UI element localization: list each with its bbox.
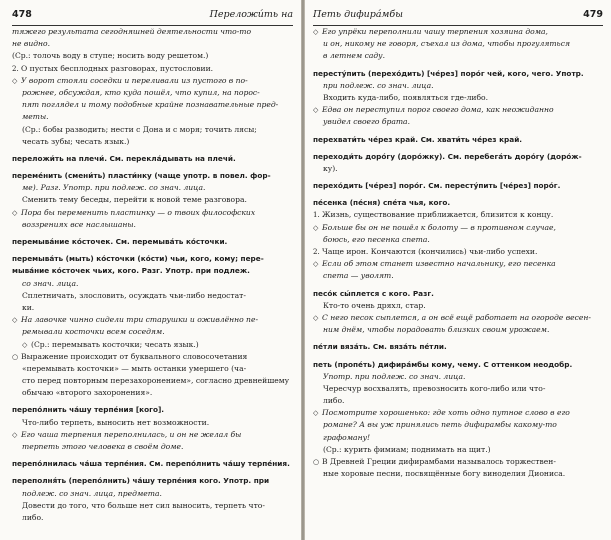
line-text: перепо́лнить ча́шу терпе́ния [кого]. bbox=[12, 405, 165, 415]
line-text: (Ср.: курить фимиам; поднимать на щит.) bbox=[323, 444, 491, 454]
line-text: ним днём, чтобы порадовать близких своим урожаем. bbox=[323, 325, 550, 335]
text-line bbox=[313, 371, 603, 383]
entry-headword-line bbox=[12, 475, 293, 487]
text-line bbox=[12, 182, 293, 194]
line-text: графоману! bbox=[323, 432, 371, 442]
left-page-header bbox=[12, 0, 293, 26]
line-text: Что-либо терпеть, выносить нет возможности. bbox=[22, 417, 210, 427]
line-text: и он, никому не говоря, съехал из дома, чтобы прогуляться bbox=[323, 39, 570, 49]
line-text: тяжего результата сегодняшней деятельности что-то bbox=[12, 27, 252, 36]
line-text: Посмотрите хорошенько: где хоть одно путное слово в его bbox=[322, 408, 570, 418]
line-text: (Ср.: перемывать косточки; чесать язык.) bbox=[31, 339, 199, 349]
text-line bbox=[12, 207, 293, 219]
line-text: (Ср.: бобы разводить; нести с Дона и с моря; точить лясы; bbox=[22, 124, 257, 134]
text-line bbox=[12, 99, 293, 111]
text-line bbox=[313, 50, 603, 62]
entry-headword-line bbox=[313, 134, 603, 146]
text-line bbox=[313, 246, 603, 258]
line-text: (Ср.: толочь воду в ступе; носить воду решетом.) bbox=[12, 51, 209, 61]
text-line bbox=[12, 488, 293, 500]
line-marker: ◇ bbox=[313, 28, 319, 36]
line-text: ные хоровые песни, посвящённые богу виноделия Диониса. bbox=[323, 469, 566, 479]
line-text: О пустых бесплодных разговорах, пустословии. bbox=[21, 63, 214, 73]
line-text: мыва́ние ко́сточек чьих, кого. Разг. Употр. при подлеж. bbox=[12, 266, 250, 276]
line-marker: ◇ bbox=[12, 208, 18, 217]
text-line bbox=[12, 111, 293, 123]
entry-headword-line bbox=[313, 341, 603, 353]
right-page bbox=[305, 0, 611, 540]
line-text: терпеть этого человека в своём доме. bbox=[22, 442, 184, 451]
line-marker: ◇ bbox=[313, 313, 319, 322]
text-line bbox=[12, 500, 293, 512]
text-line bbox=[12, 429, 293, 441]
line-text: не видно. bbox=[12, 39, 51, 49]
line-text: «перемывать косточки» — мыть останки умершего (ча- bbox=[22, 363, 247, 373]
line-marker: ◇ bbox=[12, 76, 18, 85]
text-line bbox=[313, 258, 603, 270]
text-line bbox=[313, 383, 603, 395]
text-line bbox=[313, 163, 603, 175]
line-text: рожнее, обсуждая, кто куда пошёл, что купил, на порос- bbox=[22, 87, 260, 97]
entry-headword-line bbox=[12, 458, 293, 470]
line-text: боюсь, его песенка спета. bbox=[323, 234, 430, 244]
line-marker: ◇ bbox=[22, 340, 28, 349]
line-text: Жизнь, существование приближается, близится к концу. bbox=[322, 210, 554, 220]
line-text: ку). bbox=[323, 163, 338, 173]
text-line bbox=[12, 417, 293, 429]
text-line bbox=[12, 339, 293, 351]
line-text: переполня́ть (перепо́лнить) ча́шу терпе́ния кого. Употр. при bbox=[12, 476, 270, 486]
text-line bbox=[12, 219, 293, 231]
text-line bbox=[313, 432, 603, 444]
text-line bbox=[12, 375, 293, 387]
text-line bbox=[313, 456, 603, 468]
entry-headword-line bbox=[313, 151, 603, 163]
line-text: Чересчур восхвалять, превозносить кого-либо или что- bbox=[323, 383, 546, 393]
entry-headword-line bbox=[12, 253, 293, 265]
text-line bbox=[12, 63, 293, 75]
line-text: романе? А вы уж принялись петь дифирамбы какому-то bbox=[323, 420, 557, 430]
line-text: перемыва́ние ко́сточек. См. перемыва́ть ко́сточки. bbox=[12, 237, 228, 246]
line-text: либо. bbox=[22, 512, 44, 522]
line-text: петь (пропе́ть) дифира́мбы кому, чему. С оттенком неодобр. bbox=[313, 359, 573, 369]
line-text: со знач. лица. bbox=[22, 278, 79, 288]
text-line bbox=[313, 38, 603, 50]
line-marker: ◇ bbox=[12, 430, 18, 439]
line-text: пят поглядел и тому подобные крайне познавательные пред- bbox=[22, 100, 279, 110]
text-line bbox=[12, 87, 293, 99]
line-text: подлеж. со знач. лица, предмета. bbox=[22, 488, 162, 498]
line-text: Употр. при подлеж. со знач. лица. bbox=[323, 371, 466, 381]
line-text: Сменить тему беседы, перейти к новой теме разговора. bbox=[22, 195, 247, 205]
entry-headword-line bbox=[12, 236, 293, 248]
line-marker: ○ bbox=[12, 352, 19, 361]
line-text: пересту́пить (перехо́дить) [че́рез] поро́г чей, кого, чего. Употр. bbox=[313, 68, 584, 78]
text-line bbox=[12, 326, 293, 338]
text-line bbox=[313, 407, 603, 419]
line-text: при подлеж. со знач. лица. bbox=[323, 80, 434, 90]
text-line bbox=[12, 136, 293, 148]
entry-headword-line bbox=[12, 265, 293, 277]
line-text: Сплетничать, злословить, осуждать чьи-либо недостат- bbox=[22, 290, 246, 300]
line-text: чесать зубы; чесать язык.) bbox=[22, 136, 130, 146]
line-marker: ○ bbox=[313, 458, 320, 466]
text-line bbox=[12, 314, 293, 326]
line-text: В Древней Греции дифирамбами называлось торжествен- bbox=[322, 457, 556, 466]
line-marker: ◇ bbox=[313, 106, 319, 115]
text-line bbox=[313, 468, 603, 480]
line-text: Довести до того, что больше нет сил выносить, терпеть что- bbox=[22, 500, 265, 510]
text-line bbox=[313, 116, 603, 128]
text-line bbox=[313, 234, 603, 246]
entry-headword-line bbox=[12, 153, 293, 165]
text-line bbox=[12, 194, 293, 206]
line-text: в летнем саду. bbox=[323, 51, 385, 61]
text-line bbox=[12, 512, 293, 524]
line-text: Чаще ирон. Кончаются (кончились) чьи-либо успехи. bbox=[322, 247, 538, 256]
line-text: ме). Разг. Употр. при подлеж. со знач. лица. bbox=[22, 183, 206, 193]
line-text: перемыва́ть (мыть) ко́сточки (ко́сти) чьи, кого, кому; пере- bbox=[12, 254, 264, 264]
line-text: Входить куда-либо, появляться где-либо. bbox=[323, 92, 489, 102]
line-text: Его упрёки переполнили чашу терпения хозяина дома, bbox=[322, 27, 548, 36]
left-page bbox=[0, 0, 301, 540]
text-line bbox=[12, 26, 293, 38]
line-marker: ◇ bbox=[313, 223, 319, 232]
text-line bbox=[12, 75, 293, 87]
text-line bbox=[12, 278, 293, 290]
line-marker: ◇ bbox=[12, 316, 18, 325]
entry-headword-line bbox=[313, 68, 603, 80]
text-line bbox=[313, 80, 603, 92]
text-line bbox=[313, 395, 603, 407]
text-line bbox=[12, 124, 293, 136]
line-text: сто перед повторным перезахоронением», согласно древнейшему bbox=[22, 376, 290, 386]
line-text: ремывали косточки всем соседям. bbox=[22, 327, 165, 337]
line-text: переложи́ть на плечи́. См. перекла́дывать на плечи́. bbox=[12, 153, 236, 163]
left-running-title: Переложи́ть на bbox=[209, 9, 293, 20]
text-line bbox=[313, 92, 603, 104]
line-text: пе́сенка (пе́сня) спе́та чья, кого. bbox=[313, 198, 451, 208]
line-text: ки. bbox=[22, 302, 35, 312]
right-running-title: Петь дифира́мбы bbox=[313, 9, 403, 20]
line-text: На лавочке чинно сидели три старушки и оживлённо пе- bbox=[21, 315, 259, 325]
text-line bbox=[12, 38, 293, 50]
line-text: Больше бы он не пошёл к болоту — в противном случае, bbox=[322, 222, 556, 232]
entry-headword-line bbox=[12, 170, 293, 182]
text-line bbox=[313, 222, 603, 234]
line-text: Едва он переступил порог своего дома, как неожиданно bbox=[322, 105, 554, 115]
line-text: переме́нить (смени́ть) пласти́нку (чаще употр. в повел. фор- bbox=[12, 171, 271, 181]
line-text: У ворот стояли соседки и переливали из пустого в по- bbox=[21, 75, 248, 85]
right-page-header bbox=[313, 0, 603, 26]
line-text: песо́к сы́плется с кого. Разг. bbox=[313, 288, 434, 298]
text-line bbox=[313, 324, 603, 336]
line-text: обычаю «второго захоронения». bbox=[22, 388, 153, 398]
text-line bbox=[12, 351, 293, 363]
line-marker: 2. bbox=[313, 248, 320, 256]
line-text: Кто-то очень дряхл, стар. bbox=[323, 300, 426, 310]
text-line bbox=[12, 290, 293, 302]
line-text: Выражение происходит от буквального словосочетания bbox=[21, 351, 248, 361]
line-text: спета — уволят. bbox=[323, 271, 394, 281]
text-line bbox=[313, 444, 603, 456]
line-text: меты. bbox=[22, 112, 49, 122]
line-text: Если об этом станет известно начальнику, его песенка bbox=[322, 259, 556, 269]
left-page-body bbox=[12, 26, 293, 524]
text-line bbox=[12, 387, 293, 399]
entry-headword-line bbox=[313, 197, 603, 209]
text-line bbox=[12, 50, 293, 62]
line-text: увидел своего брата. bbox=[323, 117, 410, 127]
line-text: переходи́ть доро́гу (доро́жку). См. перебега́ть доро́гу (доро́ж- bbox=[313, 151, 582, 161]
line-marker: 2. bbox=[12, 64, 19, 73]
text-line bbox=[313, 209, 603, 221]
text-line bbox=[313, 312, 603, 324]
right-page-body bbox=[313, 26, 603, 480]
line-marker: ◇ bbox=[313, 409, 319, 418]
line-text: перехо́дить [че́рез] поро́г. См. пересту́пить [че́рез] поро́г. bbox=[313, 181, 561, 191]
line-text: перехвати́ть че́рез край. См. хвати́ть че́рез край. bbox=[313, 134, 523, 144]
line-text: С него песок сыплется, а он всё ещё работает на огороде весен- bbox=[322, 312, 591, 322]
text-line bbox=[313, 300, 603, 312]
text-line bbox=[313, 104, 603, 116]
text-line bbox=[12, 441, 293, 453]
text-line bbox=[12, 302, 293, 314]
line-text: Его чаша терпения переполнилась, и он не желал бы bbox=[21, 429, 242, 439]
line-marker: 1. bbox=[313, 211, 320, 220]
entry-headword-line bbox=[313, 288, 603, 300]
line-marker: ◇ bbox=[313, 260, 319, 269]
text-line bbox=[313, 419, 603, 431]
text-line bbox=[12, 363, 293, 375]
line-text: воззрениях все наслышаны. bbox=[22, 219, 136, 229]
text-line bbox=[313, 26, 603, 38]
entry-headword-line bbox=[313, 359, 603, 371]
line-text: пе́тли вяза́ть. См. вяза́ть пе́тли. bbox=[313, 342, 447, 352]
entry-headword-line bbox=[12, 404, 293, 416]
line-text: либо. bbox=[323, 396, 345, 406]
text-line bbox=[313, 270, 603, 282]
entry-headword-line bbox=[313, 180, 603, 192]
line-text: перепо́лнилась ча́ша терпе́ния. См. перепо́лнить ча́шу терпе́ния. bbox=[12, 459, 290, 469]
right-page-number: 479 bbox=[583, 9, 603, 20]
left-page-number: 478 bbox=[12, 9, 32, 20]
line-text: Пора бы переменить пластинку — о твоих философских bbox=[21, 207, 256, 217]
